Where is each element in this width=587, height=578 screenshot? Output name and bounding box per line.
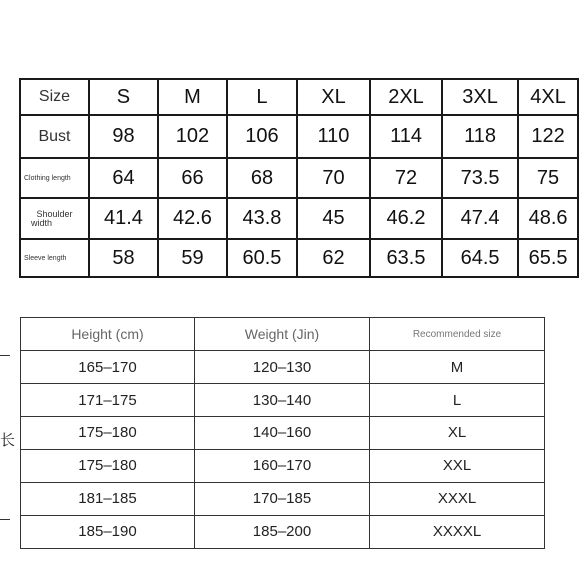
clothing-length-value: 64 [89,158,158,198]
bust-value: 106 [227,115,297,158]
edge-line-bottom [0,519,10,520]
shoulder-width-value: 42.6 [158,198,227,239]
bust-value: 98 [89,115,158,158]
weight-header: Weight (Jin) [195,318,370,351]
shoulder-width-value: 48.6 [518,198,578,239]
height-header: Height (cm) [21,318,195,351]
bust-row [20,115,578,158]
height-cell: 175–180 [21,417,195,449]
bust-label: Bust [20,115,89,158]
shoulder-width-value: 47.4 [442,198,518,239]
height-cell: 165–170 [21,351,195,384]
sleeve-length-value: 59 [158,239,227,277]
edge-glyph: 长 [0,432,16,449]
sleeve-length-label: Sleeve length [20,239,89,277]
size-cell: M [158,79,227,115]
shoulder-width-value: 45 [297,198,370,239]
size-cell: 2XL [370,79,442,115]
bust-value: 118 [442,115,518,158]
shoulder-width-value: 46.2 [370,198,442,239]
recommendation-header-row [21,318,545,351]
bust-value: 122 [518,115,578,158]
clothing-length-value: 68 [227,158,297,198]
shoulder-width-value: 43.8 [227,198,297,239]
size-cell: S [89,79,158,115]
weight-cell: 120–130 [195,351,370,384]
shoulder-width-value: 41.4 [89,198,158,239]
weight-cell: 130–140 [195,384,370,417]
height-cell: 175–180 [21,449,195,482]
sleeve-length-value: 60.5 [227,239,297,277]
recommendation-row [21,515,545,548]
size-cell: L [227,79,297,115]
size-cell: XL [297,79,370,115]
clothing-length-value: 75 [518,158,578,198]
recommendation-row [21,449,545,482]
shoulder-width-label [20,198,89,239]
size-cell: 4XL [518,79,578,115]
clothing-length-value: 72 [370,158,442,198]
shoulder-width-label-line1: Shoulder [36,208,73,219]
recommended-size-cell: M [370,351,545,384]
size-measurement-table [19,78,579,278]
clothing-length-value: 73.5 [442,158,518,198]
recommended-size-cell: XL [370,417,545,449]
shoulder-width-row [20,198,578,239]
weight-cell: 140–160 [195,417,370,449]
clothing-length-row [20,158,578,198]
bust-value: 110 [297,115,370,158]
clothing-length-value: 66 [158,158,227,198]
clothing-length-value: 70 [297,158,370,198]
weight-cell: 170–185 [195,482,370,515]
sleeve-length-value: 64.5 [442,239,518,277]
edge-line-top [0,355,10,356]
sleeve-length-value: 62 [297,239,370,277]
bust-value: 102 [158,115,227,158]
recommendation-row [21,351,545,384]
recommended-size-cell: L [370,384,545,417]
recommendation-row [21,417,545,449]
size-header-row [20,79,578,115]
sleeve-length-row [20,239,578,277]
recommended-size-cell: XXL [370,449,545,482]
size-cell: 3XL [442,79,518,115]
height-cell: 171–175 [21,384,195,417]
recommendation-row [21,384,545,417]
shoulder-width-label-line2: width [31,217,53,228]
weight-cell: 185–200 [195,515,370,548]
height-cell: 181–185 [21,482,195,515]
clothing-length-label: Clothing length [20,158,89,198]
recommendation-row [21,482,545,515]
sleeve-length-value: 63.5 [370,239,442,277]
size-recommendation-table [20,317,545,549]
size-header-label: Size [20,79,89,115]
recommended-size-header: Recommended size [370,318,545,351]
bust-value: 114 [370,115,442,158]
sleeve-length-value: 65.5 [518,239,578,277]
sleeve-length-value: 58 [89,239,158,277]
height-cell: 185–190 [21,515,195,548]
weight-cell: 160–170 [195,449,370,482]
recommended-size-cell: XXXXL [370,515,545,548]
recommended-size-cell: XXXL [370,482,545,515]
